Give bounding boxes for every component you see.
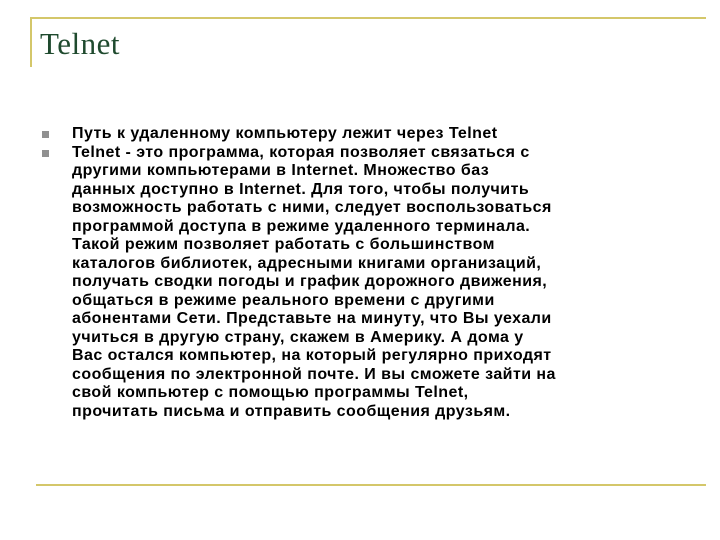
text-line: Путь к удаленному компьютеру лежит через Telnet bbox=[72, 125, 498, 142]
text-line: сообщения по электронной почте. И вы сможете зайти на bbox=[72, 365, 556, 383]
text-line: прочитать письма и отправить сообщения друзьям. bbox=[72, 402, 511, 420]
text-line: Вас остался компьютер, на который регулярно приходят bbox=[72, 347, 552, 364]
text-line: данных доступно в Internet. Для того, чтобы получить bbox=[72, 180, 530, 198]
bullet-text-1 bbox=[72, 125, 710, 144]
text-line: другими компьютерами в Internet. Множество баз bbox=[72, 162, 490, 179]
text-line: получать сводки погоды и график дорожного движения, bbox=[72, 273, 548, 290]
text-line: возможность работать с ними, следует воспользоваться bbox=[72, 199, 552, 216]
text-line: Такой режим позволяет работать с большинством bbox=[72, 236, 495, 253]
text-line: программой доступа в режиме удаленного терминала. bbox=[72, 217, 531, 235]
bullet-item-2 bbox=[40, 144, 710, 422]
text-line: учиться в другую страну, скажем в Америку. А дома у bbox=[72, 328, 524, 346]
top-rule bbox=[30, 17, 706, 19]
text-line: Telnet - это программа, которая позволяет связаться с bbox=[72, 143, 530, 161]
square-bullet-icon bbox=[42, 150, 49, 157]
text-line: каталогов библиотек, адресными книгами организаций, bbox=[72, 254, 542, 272]
title-accent-rule bbox=[30, 17, 32, 67]
square-bullet-icon bbox=[42, 131, 49, 138]
text-line: общаться в режиме реального времени с другими bbox=[72, 291, 495, 309]
bottom-rule bbox=[36, 484, 706, 486]
text-line: свой компьютер с помощью программы Telnet, bbox=[72, 384, 469, 401]
bullet-text-2 bbox=[72, 144, 710, 422]
bullet-item-1 bbox=[40, 125, 710, 144]
slide-title: Telnet bbox=[40, 26, 121, 61]
bullet-list bbox=[40, 125, 710, 421]
text-line: абонентами Сети. Представьте на минуту, что Вы уехали bbox=[72, 310, 552, 327]
